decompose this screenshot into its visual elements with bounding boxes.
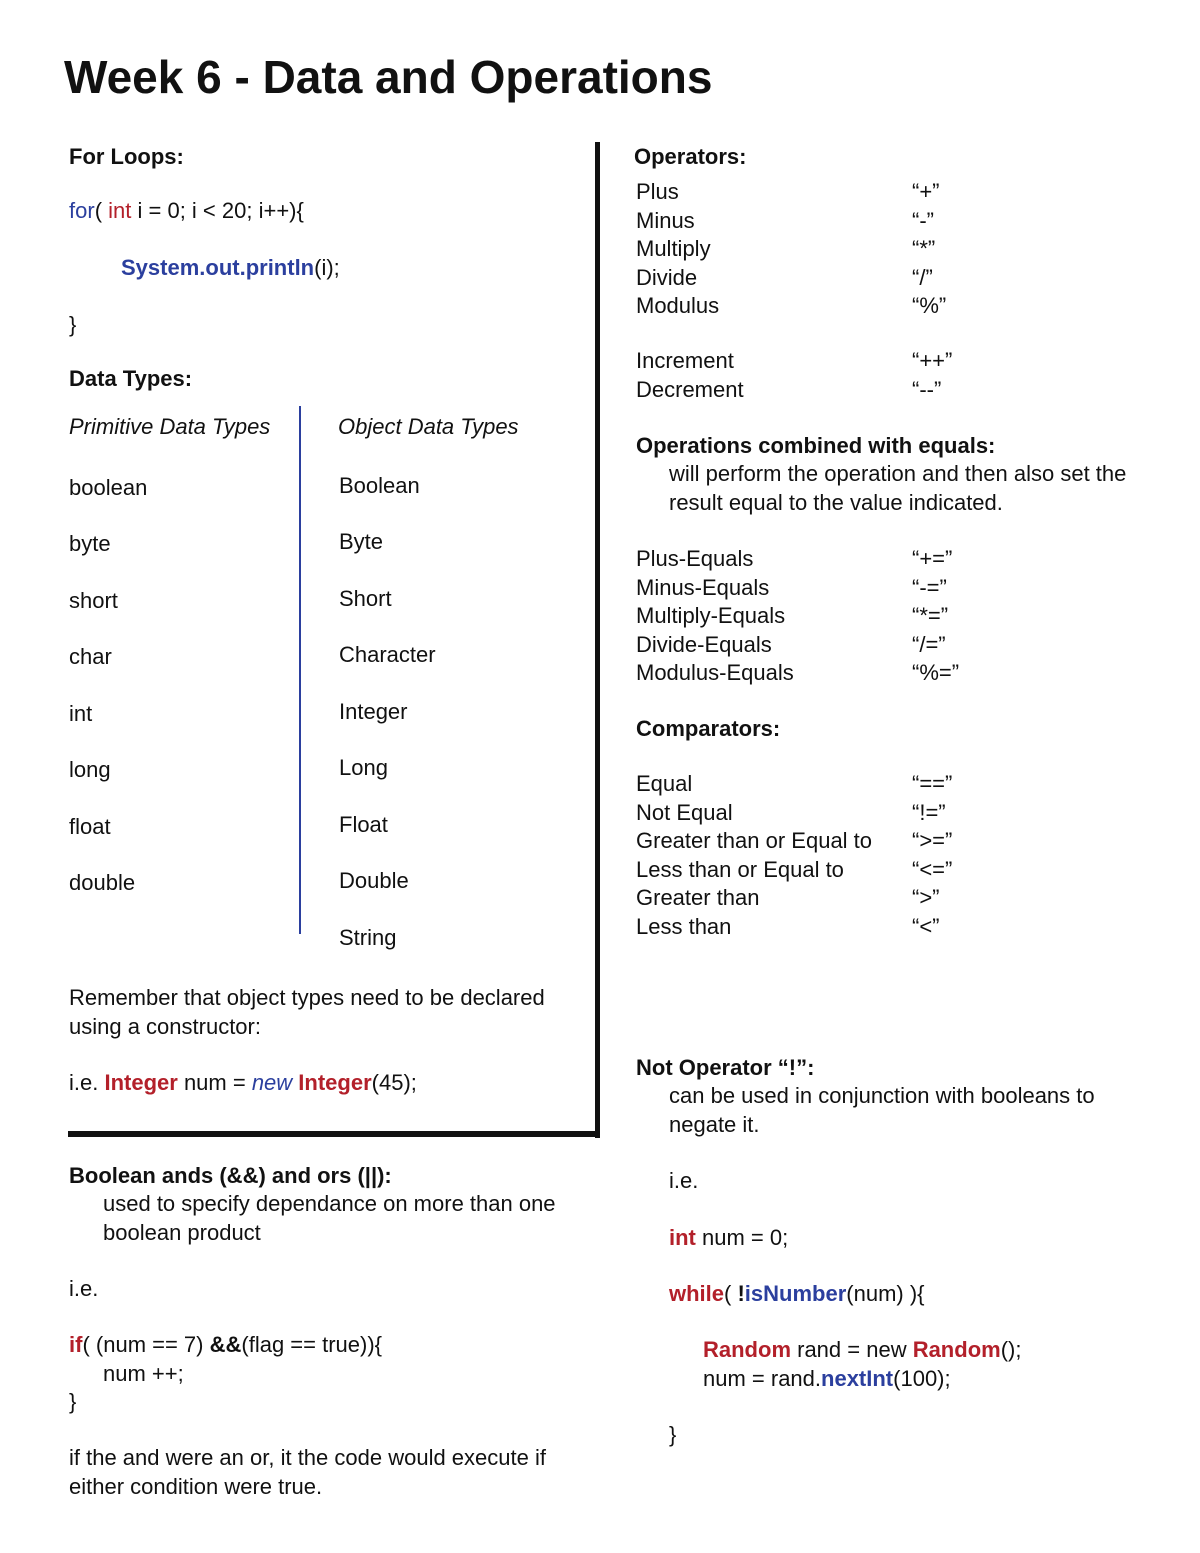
operator-name: Decrement — [636, 376, 744, 402]
operator-symbol: “%=” — [912, 660, 960, 685]
comparator-symbols — [912, 770, 952, 941]
boolean-ands-ie: i.e. — [69, 1276, 99, 1301]
operator-name: Increment — [636, 348, 734, 373]
operator-name: Divide — [636, 264, 698, 290]
not-code-line-5: } — [669, 1422, 677, 1447]
not-code-line-3: Random rand = new Random(); — [703, 1337, 1022, 1362]
keyword-if: if — [69, 1332, 83, 1357]
boolean-code-line-1: if( (num == 7) &&(flag == true)){ — [69, 1332, 383, 1357]
operator-symbol: “-” — [912, 207, 934, 233]
operator-name: Modulus — [636, 293, 720, 318]
combined-symbols — [912, 545, 959, 688]
comparator-name: Greater than or Equal to — [636, 828, 873, 853]
comparator-name: Not Equal — [636, 799, 733, 825]
for-loop-code-line-1: for( int i = 0; i < 20; i++){ — [69, 198, 304, 223]
increment-names — [636, 347, 744, 404]
comparator-name: Less than — [636, 913, 732, 939]
object-type: Byte — [339, 529, 384, 554]
constructor-example: i.e. Integer num = new Integer(45); — [69, 1070, 417, 1095]
operator-symbol: “-=” — [912, 574, 947, 600]
object-type: Float — [339, 812, 388, 837]
comparator-symbol: “>=” — [912, 828, 953, 853]
for-loop-code-line-2: System.out.println(i); — [121, 255, 340, 280]
object-type: Long — [339, 755, 388, 780]
increment-symbols — [912, 347, 952, 404]
page-title: Week 6 - Data and Operations — [64, 51, 713, 103]
comparator-name: Equal — [636, 771, 693, 796]
primitive-type: char — [69, 644, 112, 669]
column-divider — [595, 142, 600, 1138]
operator-names — [636, 178, 719, 321]
comparators-heading: Comparators: — [636, 716, 781, 741]
operator-symbol: “%” — [912, 293, 947, 318]
comparator-symbol: “<” — [912, 913, 940, 939]
data-types-heading: Data Types: — [69, 366, 193, 391]
comparator-symbol: “>” — [912, 885, 940, 910]
comparator-names — [636, 770, 872, 941]
primitive-type: boolean — [69, 475, 148, 500]
operator-symbol: “++” — [912, 348, 953, 373]
primitive-types-header: Primitive Data Types — [69, 414, 271, 439]
operator-symbol: “/” — [912, 264, 933, 290]
comparator-symbol: “!=” — [912, 799, 946, 825]
object-type: Integer — [339, 699, 408, 724]
comparator-name: Greater than — [636, 885, 760, 910]
combined-names — [636, 545, 794, 688]
for-loop-code-line-3: } — [69, 312, 77, 337]
keyword-new: new — [251, 1070, 293, 1095]
keyword-for: for — [69, 198, 95, 223]
not-operator-heading: Not Operator “!”: — [636, 1055, 815, 1080]
operator-name: Multiply-Equals — [636, 603, 786, 628]
section-divider — [68, 1131, 600, 1137]
object-type: Short — [339, 586, 392, 611]
boolean-ands-description: used to specify dependance on more than one boolean product — [103, 1191, 556, 1245]
primitive-type: byte — [69, 531, 111, 556]
not-code-line-1: int num = 0; — [669, 1225, 789, 1250]
operator-name: Multiply — [636, 236, 711, 261]
operator-name: Plus-Equals — [636, 546, 754, 571]
constructor-note: Remember that object types need to be declared using a constructor: — [69, 985, 545, 1039]
comparator-symbol: “==” — [912, 771, 953, 796]
println-call: System.out.println — [121, 255, 315, 280]
primitive-type: int — [69, 701, 93, 726]
operator-name: Modulus-Equals — [636, 660, 794, 685]
object-type: Double — [339, 868, 409, 893]
data-types-divider — [299, 406, 301, 934]
boolean-ands-heading: Boolean ands (&&) and ors (||): — [69, 1163, 392, 1188]
not-code-line-2: while( !isNumber(num) ){ — [669, 1281, 925, 1306]
not-operator-ie: i.e. — [669, 1168, 699, 1193]
operator-name: Minus-Equals — [636, 574, 770, 600]
comparator-symbol: “<=” — [912, 856, 953, 882]
primitive-type: long — [69, 757, 111, 782]
operators-heading: Operators: — [634, 144, 747, 169]
object-types-header: Object Data Types — [338, 414, 519, 439]
keyword-while: while — [669, 1281, 725, 1306]
operator-symbol: “--” — [912, 376, 942, 402]
boolean-code-line-2: num ++; — [103, 1361, 184, 1386]
operator-symbol: “*” — [912, 236, 936, 261]
object-type: Character — [339, 642, 436, 667]
comparator-name: Less than or Equal to — [636, 856, 844, 882]
primitive-type: double — [69, 870, 136, 895]
boolean-code-line-3: } — [69, 1389, 77, 1414]
keyword-int: int — [108, 198, 132, 223]
combined-description: will perform the operation and then also set the result equal to the value indicated. — [669, 461, 1127, 515]
primitive-type: short — [69, 588, 118, 613]
operator-symbol: “/=” — [912, 631, 946, 657]
not-code-line-4: num = rand.nextInt(100); — [703, 1366, 951, 1391]
operator-name: Divide-Equals — [636, 631, 772, 657]
object-type: Boolean — [339, 473, 420, 498]
operator-name: Plus — [636, 179, 679, 204]
object-type: String — [339, 925, 397, 950]
for-loops-heading: For Loops: — [69, 144, 184, 169]
primitive-type: float — [69, 814, 111, 839]
operator-symbol: “+=” — [912, 546, 953, 571]
boolean-ands-footer: if the and were an or, it the code would execute if either condition were true. — [69, 1445, 546, 1499]
operator-symbols — [912, 178, 946, 321]
operator-symbol: “+” — [912, 179, 940, 204]
operator-symbol: “*=” — [912, 603, 949, 628]
keyword-int: int — [669, 1225, 696, 1250]
operator-name: Minus — [636, 207, 695, 233]
not-operator-description: can be used in conjunction with booleans to negate it. — [669, 1083, 1095, 1137]
combined-heading: Operations combined with equals: — [636, 433, 996, 458]
